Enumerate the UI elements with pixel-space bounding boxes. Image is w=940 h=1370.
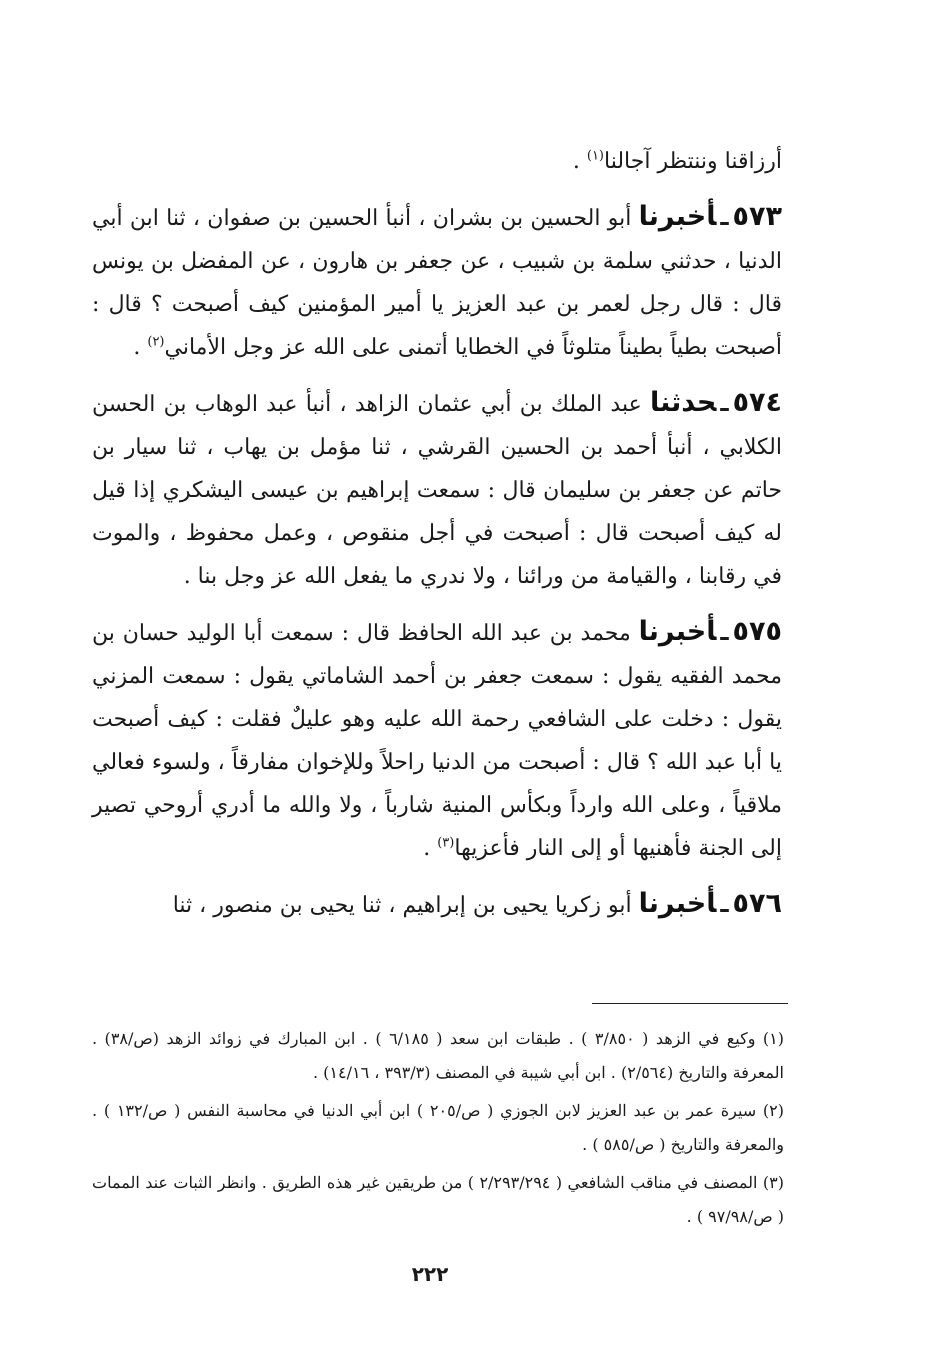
entry-keyword: حدثنا <box>650 387 717 418</box>
entry-keyword: أخبرنا <box>638 888 717 919</box>
entry-number: ٥٧٥ <box>732 616 782 647</box>
entry-text: أبو زكريا يحيى بن إبراهيم ، ثنا يحيى بن منصور ، ثنا <box>172 893 632 918</box>
entry-576 <box>92 882 782 927</box>
entry-end: . <box>423 836 438 861</box>
entry-text: أبو الحسين بن بشران ، أنبأ الحسين بن صفوان ، ثنا ابن أبي الدنيا ، حدثني سلمة بن شبيب ، عن جعفر بن هارون ، عن المفضل بن يونس قال : قال رجل لعمر بن عبد العزيز يا أمير المؤمنين كيف أصبحت ؟ قال : أصبحت بطياً بطيناً متلوثاً في الخطايا أتمنى على الله عز وجل الأماني <box>92 206 782 360</box>
entry-number: ٥٧٣ <box>732 201 782 232</box>
main-text <box>92 140 782 939</box>
entry-end: . <box>133 335 148 360</box>
entry-573 <box>92 195 782 369</box>
entry-574 <box>92 381 782 598</box>
footnotes <box>92 1022 784 1238</box>
entry-number: ٥٧٤ <box>732 387 783 418</box>
opening-text: أرزاقنا وننتظر آجالنا <box>604 149 782 174</box>
entry-text: محمد بن عبد الله الحافظ قال : سمعت أبا الوليد حسان بن محمد الفقيه يقول : سمعت جعفر بن أحمد الشاماتي يقول : سمعت المزني يقول : دخلت على الشافعي رحمة الله عليه وهو عليلٌ فقلت : كيف أصبحت يا أبا عبد الله ؟ قال : أصبحت من الدنيا راحلاً وللإخوان مفارقاً ، ولسوء فعالي ملاقياً ، وعلى الله وارداً وبكأس المنية شارباً ، ولا والله ما أدري أروحي تصير إلى الجنة فأهنيها أو إلى النار فأعزيها <box>92 621 782 861</box>
footnote-3: (٣) المصنف في مناقب الشافعي ( ٢/٢٩٣/٢٩٤ ) من طريقين غير هذه الطريق . وانظر الثبات عند الممات ( ص/٩٧/٩٨ ) . <box>92 1173 784 1226</box>
entry-575 <box>92 610 782 870</box>
footnote-ref: (١) <box>586 148 604 164</box>
footnote-separator <box>592 1003 788 1004</box>
opening-end: . <box>572 149 587 174</box>
entry-number: ٥٧٦ <box>732 888 782 919</box>
footnote-2: (٢) سيرة عمر بن عبد العزيز لابن الجوزي ( ص/٢٠٥ ) ابن أبي الدنيا في محاسبة النفس ( ص/١٣٢ ) . والمعرفة والتاريخ ( ص/٥٨٥ ) . <box>92 1101 785 1154</box>
footnote-ref: (٢) <box>147 334 165 350</box>
entry-keyword: أخبرنا <box>638 201 717 232</box>
footnote-1: (١) وكيع في الزهد ( ٣/٨٥٠ ) . طبقات ابن سعد ( ٦/١٨٥ ) . ابن المبارك في زوائد الزهد (ص/٣٨) . المعرفة والتاريخ (٢/٥٦٤) . ابن أبي شيبة في المصنف (٣٩٣/٣ ، ١٤/١٦) . <box>92 1029 784 1082</box>
entry-dash: ـ <box>720 203 729 231</box>
entry-dash: ـ <box>720 389 729 417</box>
entry-dash: ـ <box>720 618 729 646</box>
entry-dash: ـ <box>720 890 729 918</box>
footnote-ref: (٣) <box>437 835 455 851</box>
page-number: ٢٢٢ <box>411 1262 449 1286</box>
entry-text: عبد الملك بن أبي عثمان الزاهد ، أنبأ عبد الوهاب بن الحسن الكلابي ، أنبأ أحمد بن الحسين القرشي ، ثنا مؤمل بن يهاب ، ثنا سيار بن حاتم عن جعفر بن سليمان قال : سمعت إبراهيم بن عيسى اليشكري إذا قيل له كيف أصبحت قال : أصبحت في أجل منقوص ، وعمل محفوظ ، والموت في رقابنا ، والقيامة من ورائنا ، ولا ندري ما يفعل الله عز وجل بنا . <box>92 392 782 589</box>
entry-keyword: أخبرنا <box>638 616 717 647</box>
opening-line <box>92 140 782 183</box>
